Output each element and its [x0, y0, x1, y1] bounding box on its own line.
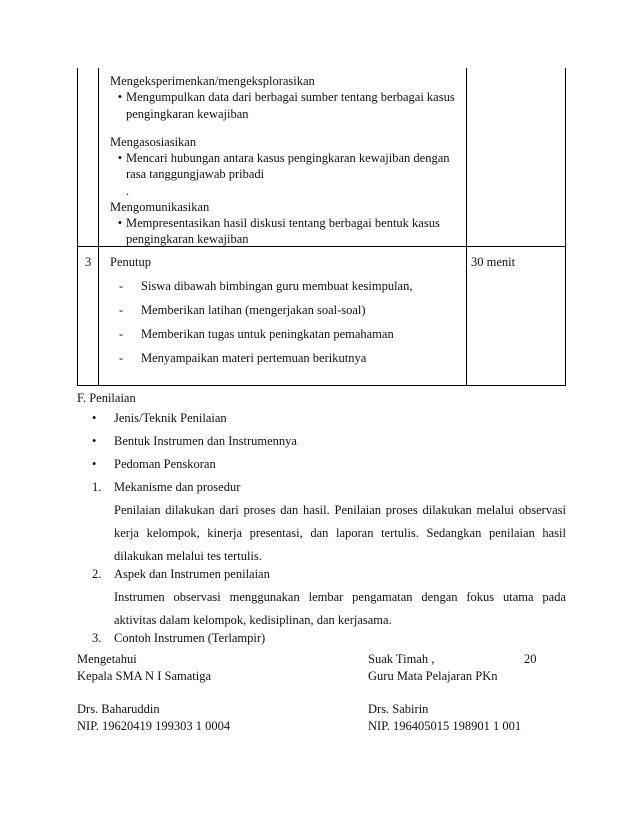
bullet-dot-icon: •: [117, 90, 123, 105]
item-paragraph: Instrumen observasi menggunakan lembar pengamatan dengan fokus utama pada aktivitas dalam kelompok, kedisiplinan, dan kerjasama.: [114, 590, 566, 627]
assessment-bullet-list: [92, 410, 562, 480]
table-col-divider-2: [466, 68, 467, 386]
section-explore: [110, 73, 460, 122]
lesson-activity-table: [77, 68, 566, 386]
section-heading: Mengomunikasikan: [110, 199, 210, 214]
bullet-dot-icon: •: [92, 411, 97, 425]
table-col-divider-1: [98, 68, 99, 386]
bullet-item: [114, 89, 460, 122]
bullet-text: Mencari hubungan antara kasus pengingkaran kewajiban dengan rasa tanggungjawab pribadi .: [126, 151, 450, 198]
item-title: Contoh Instrumen (Terlampir): [114, 631, 266, 645]
right-signature-nip: NIP. 196405015 198901 1 001: [368, 719, 522, 733]
closing-item: - Memberikan tugas untuk peningkatan pemahaman: [119, 327, 394, 341]
right-signature-line2: Guru Mata Pelajaran PKn: [368, 669, 498, 683]
right-signature-year: 20: [524, 652, 537, 666]
duration-label: 30 menit: [471, 255, 516, 269]
closing-item: - Siswa dibawah bimbingan guru membuat kesimpulan,: [119, 279, 413, 293]
activity-cell-core: [110, 73, 460, 248]
numbered-item-1: [92, 479, 562, 499]
item-number: 1.: [92, 480, 102, 494]
table-border-right: [565, 68, 566, 386]
section-communicate: [110, 199, 460, 248]
left-signature-name: Drs. Baharuddin: [77, 702, 160, 716]
assessment-bullet: • Bentuk Instrumen dan Instrumennya: [92, 434, 297, 448]
row-number: 3: [85, 255, 92, 269]
item-title: Mekanisme dan prosedur: [114, 480, 241, 494]
bullet-dot-icon: •: [117, 216, 123, 230]
closing-item: - Memberikan latihan (mengerjakan soal-soal): [119, 303, 366, 317]
bullet-text: Mengumpulkan data dari berbagai sumber tentang berbagai kasus pengingkaran kewajiban: [126, 90, 455, 121]
section-heading: Mengeksperimenkan/mengeksplorasikan: [110, 74, 315, 88]
item-title: Aspek dan Instrumen penilaian: [114, 567, 270, 581]
closing-item: - Menyampaikan materi pertemuan berikutnya: [119, 351, 367, 365]
right-signature-place: Suak Timah ,: [368, 652, 435, 666]
section-associate: [110, 134, 460, 199]
left-signature-line1: Mengetahui: [77, 652, 137, 666]
right-signature-name: Drs. Sabirin: [368, 702, 429, 716]
bullet-dot-icon: •: [117, 151, 123, 165]
closing-items: [119, 278, 459, 378]
bullet-dot-icon: •: [92, 457, 97, 471]
item-number: 2.: [92, 567, 102, 581]
left-signature-line2: Kepala SMA N I Samatiga: [77, 669, 212, 683]
bullet-item: [114, 150, 460, 199]
section-title: F. Penilaian: [77, 391, 136, 405]
numbered-item-2: [92, 566, 562, 586]
section-heading: Mengasosiasikan: [110, 134, 197, 149]
assessment-bullet: • Jenis/Teknik Penilaian: [92, 411, 227, 425]
left-signature-nip: NIP. 19620419 199303 1 0004: [77, 719, 231, 733]
item-paragraph: Penilaian dilakukan dari proses dan hasil. Penilaian proses dilakukan melalui observasi kerja kelompok, kinerja presentasi, dan laporan tertulis. Sedangkan penilaian hasil dilakukan melalui tes tertulis.: [114, 503, 566, 563]
bullet-dot-icon: •: [92, 434, 97, 448]
table-border-left: [77, 68, 78, 386]
bullet-text: Mempresentasikan hasil diskusi tentang berbagai bentuk kasus pengingkaran kewajiban: [126, 216, 440, 247]
item-number: 3.: [92, 631, 102, 645]
assessment-bullet: • Pedoman Penskoran: [92, 457, 216, 471]
closing-title: Penutup: [110, 255, 151, 269]
bullet-item: [114, 215, 460, 248]
numbered-item-3: [92, 630, 562, 650]
table-border-bottom: [77, 385, 566, 386]
